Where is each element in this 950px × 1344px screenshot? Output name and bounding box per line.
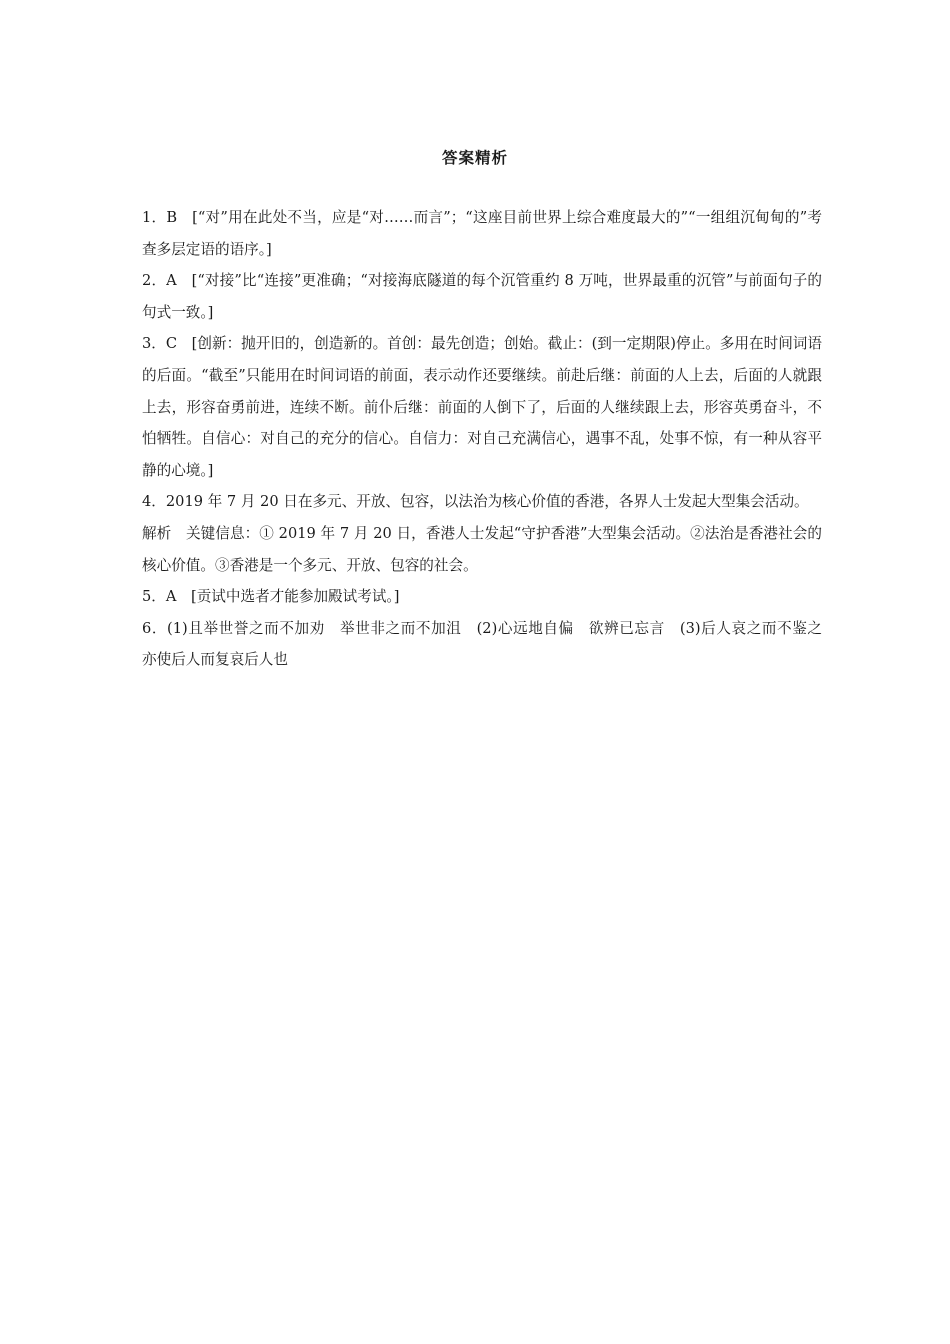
answer-4-analysis: 解析 关键信息：① 2019 年 7 月 20 日，香港人士发起“守护香港”大型集会活动。②法治是香港社会的核心价值。③香港是一个多元、开放、包容的社会。 — [142, 524, 822, 574]
answer-list — [142, 202, 837, 676]
answer-1: 1．B [“对”用在此处不当，应是“对……而言”；“这座目前世界上综合难度最大的”“一组组沉甸甸的”考查多层定语的语序。] — [142, 209, 822, 258]
answer-4: 4．2019 年 7 月 20 日在多元、开放、包容，以法治为核心价值的香港，各界人士发起大型集会活动。 — [142, 493, 809, 511]
answer-5: 5．A [贡试中选者才能参加殿试考试。] — [142, 588, 400, 606]
answer-2: 2．A [“对接”比“连接”更准确；“对接海底隧道的每个沉管重约 8 万吨，世界最重的沉管”与前面句子的句式一致。] — [142, 272, 822, 321]
page-title: 答案精析 — [441, 149, 508, 167]
answer-3: 3．C [创新：抛开旧的，创造新的。首创：最先创造；创始。截止：(到一定期限)停止。多用在时间词语的后面。“截至”只能用在时间词语的前面，表示动作还要继续。前赴后继：前面的人上去，后面的人就跟上去，形容奋勇前进，连续不断。前仆后继：前面的人倒下了，后面的人继续跟上去，形容英勇奋斗，不怕牺牲。自信心：对自己的充分的信心。自信力：对自己充满信心，遇事不乱，处事不惊，有一种从容平静的心境。] — [142, 335, 822, 479]
answer-6: 6．(1)且举世誉之而不加劝 举世非之而不加沮 (2)心远地自偏 欲辨已忘言 (3)后人哀之而不鉴之 亦使后人而复哀后人也 — [142, 619, 837, 669]
